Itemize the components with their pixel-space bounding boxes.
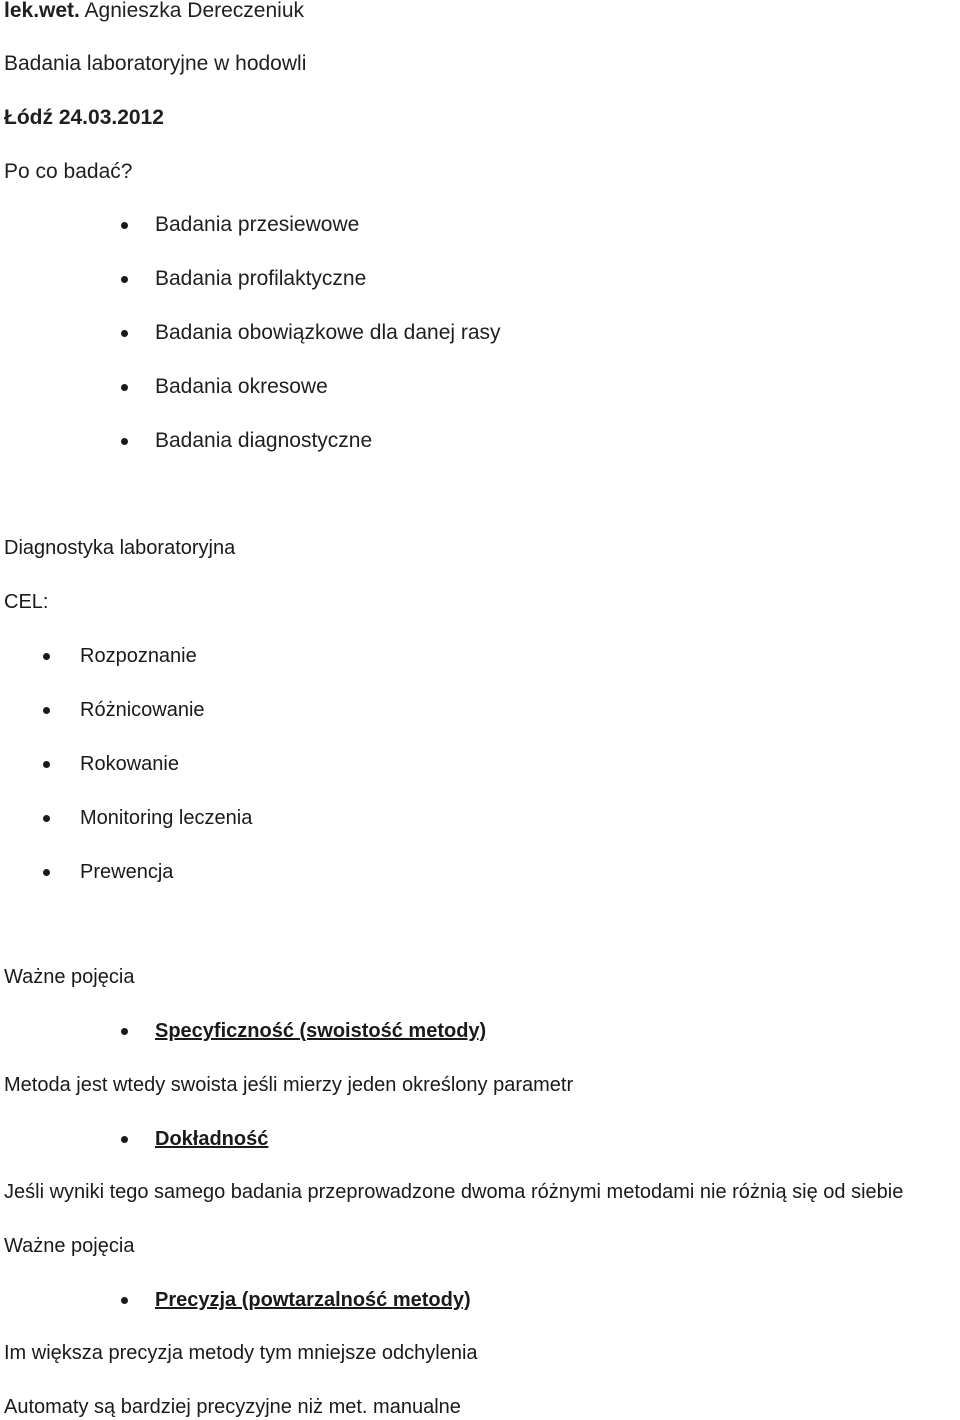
bullet-icon xyxy=(121,1297,128,1304)
list-item: Rozpoznanie xyxy=(80,645,197,667)
list-item: Różnicowanie xyxy=(80,699,205,721)
term-specificity: Specyficzność (swoistość metody) xyxy=(155,1020,487,1042)
bullet-icon xyxy=(121,438,128,445)
author-prefix: lek.wet. xyxy=(4,0,80,22)
bullet-icon xyxy=(43,815,50,822)
list-item: Badania przesiewowe xyxy=(155,213,360,236)
term-precision-desc-1: Im większa precyzja metody tym mniejsze odchylenia xyxy=(4,1342,478,1364)
section3-heading: Ważne pojęcia xyxy=(4,966,135,988)
document-title: Badania laboratoryjne w hodowli xyxy=(4,52,307,75)
bullet-icon xyxy=(43,761,50,768)
list-item: Badania okresowe xyxy=(155,375,328,398)
bullet-icon xyxy=(121,384,128,391)
goal-label: CEL: xyxy=(4,591,49,613)
bullet-icon xyxy=(43,707,50,714)
bullet-icon xyxy=(121,330,128,337)
term-specificity-desc: Metoda jest wtedy swoista jeśli mierzy jeden określony parametr xyxy=(4,1074,574,1096)
list-item: Monitoring leczenia xyxy=(80,807,253,829)
list-item: Rokowanie xyxy=(80,753,179,775)
list-item: Badania diagnostyczne xyxy=(155,429,373,452)
author-line xyxy=(4,0,304,24)
list-item: Badania profilaktyczne xyxy=(155,267,367,290)
term-precision-desc-2: Automaty są bardziej precyzyjne niż met. manualne xyxy=(4,1396,461,1418)
section4-heading: Ważne pojęcia xyxy=(4,1235,135,1257)
section2-heading: Diagnostyka laboratoryjna xyxy=(4,537,236,559)
term-accuracy-desc: Jeśli wyniki tego samego badania przeprowadzone dwoma różnymi metodami nie różnią się od siebie xyxy=(4,1181,904,1203)
bullet-icon xyxy=(121,222,128,229)
author-name: Agnieszka Dereczeniuk xyxy=(79,0,304,22)
bullet-icon xyxy=(43,653,50,660)
bullet-icon xyxy=(121,276,128,283)
term-precision: Precyzja (powtarzalność metody) xyxy=(155,1289,471,1311)
list-item: Prewencja xyxy=(80,861,174,883)
bullet-icon xyxy=(43,869,50,876)
bullet-icon xyxy=(121,1028,128,1035)
section1-question: Po co badać? xyxy=(4,160,133,183)
term-accuracy: Dokładność xyxy=(155,1128,269,1150)
place-date: Łódź 24.03.2012 xyxy=(4,106,164,129)
bullet-icon xyxy=(121,1136,128,1143)
list-item: Badania obowiązkowe dla danej rasy xyxy=(155,321,501,344)
